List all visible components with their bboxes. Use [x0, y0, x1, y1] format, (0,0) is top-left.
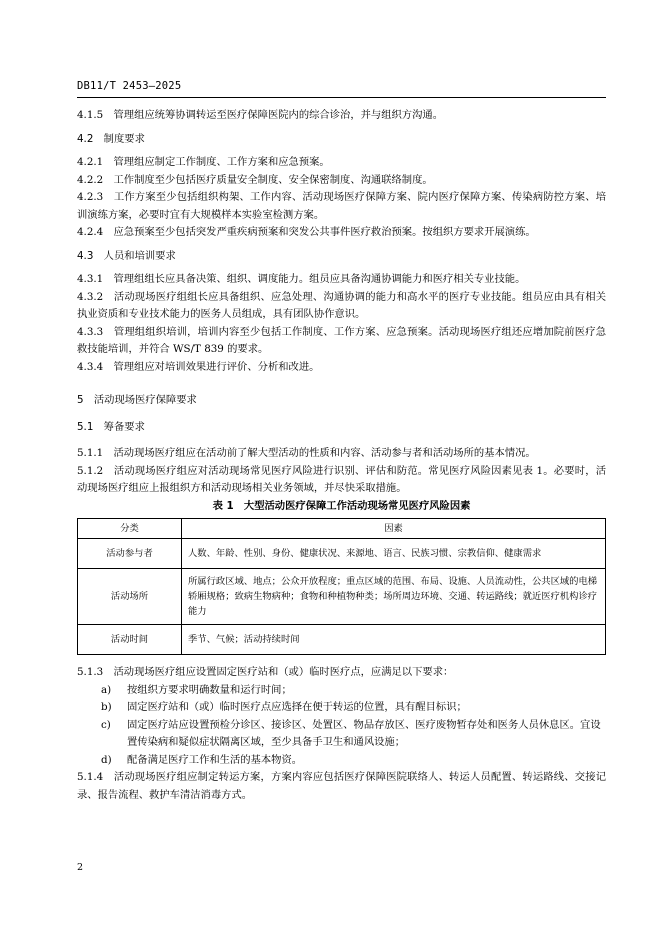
clause-4-2-2: 4.2.2 工作制度至少包括医疗质量安全制度、安全保密制度、沟通联络制度。 [77, 173, 433, 186]
table-header-category: 分类 [78, 519, 182, 539]
header-divider [77, 97, 606, 98]
table-header-row [78, 519, 606, 539]
clause-4-3-1: 4.3.1 管理组组长应具备决策、组织、调度能力。组员应具备沟通协调能力和医疗相关专业技能。 [77, 273, 526, 285]
document-body [77, 107, 606, 804]
page-number: 2 [77, 862, 84, 873]
chapter-heading-5: 5 活动现场医疗保障要求 [77, 394, 197, 406]
table-cell-factors: 季节、气候；活动持续时间 [182, 625, 606, 655]
list-item [101, 752, 606, 770]
list-item-text: 按组织方要求明确数量和运行时间； [127, 683, 292, 696]
list-item-text: 配备满足医疗工作和生活的基本物资。 [127, 753, 303, 766]
table-cell-factors: 所属行政区域、地点；公众开放程度；重点区域的范围、布局、设施、人员流动性，公共区域的电梯轿厢规格；致病生物病种；食物和种植物种类；场所周边环境、交通、转运路线；就近医疗机构诊疗能力 [182, 569, 606, 625]
clause-4-3-3: 4.3.3 管理组组织培训，培训内容至少包括工作制度、工作方案、应急预案。活动现场医疗组还应增加院前医疗急救技能培训，并符合 WS/T 839 的要求。 [77, 325, 606, 355]
table-header-factors: 因素 [182, 519, 606, 539]
list-item-text: 固定医疗站应设置预检分诊区、接诊区、处置区、物品存放区、医疗废物暂存处和医务人员休息区。宜设置传染病和疑似症状隔离区域，至少具备手卫生和通风设施； [127, 718, 601, 748]
clause-5-1-4: 5.1.4 活动现场医疗组应制定转运方案，方案内容应包括医疗保障医院联络人、转运人员配置、转运路线、交接记录、报告流程、救护车清洁消毒方式。 [77, 771, 606, 801]
clause-4-2-4: 4.2.4 应急预案至少包括突发严重疾病预案和突发公共事件医疗救治预案。按组织方要求开展演练。 [77, 226, 536, 238]
table-row [78, 625, 606, 655]
requirement-list [77, 682, 606, 770]
table-title: 表 1 大型活动医疗保障工作活动现场常见医疗风险因素 [212, 499, 471, 512]
list-item [101, 717, 606, 752]
section-heading-4-2: 4.2 制度要求 [77, 132, 145, 145]
clause-4-2-3: 4.2.3 工作方案至少包括组织构架、工作内容、活动现场医疗保障方案、院内医疗保障方案、传染病防控方案、培训演练方案，必要时宜有大规模样本实验室检测方案。 [77, 191, 606, 221]
clause-5-1-2: 5.1.2 活动现场医疗组应对活动现场常见医疗风险进行识别、评估和防范。常见医疗风险因素见表 1。必要时，活动现场医疗组应上报组织方和活动现场相关业务领域，并尽快采取措施。 [77, 464, 606, 494]
standard-code: DB11/T 2453—2025 [77, 80, 182, 92]
table-cell-category: 活动参与者 [78, 539, 182, 569]
risk-factor-table [77, 518, 606, 655]
section-heading-4-3: 4.3 人员和培训要求 [77, 249, 176, 262]
table-cell-category: 活动时间 [78, 625, 182, 655]
table-row [78, 569, 606, 625]
clause-4-1-5: 4.1.5 管理组应统筹协调转运至医疗保障医院内的综合诊治，并与组织方沟通。 [77, 109, 443, 121]
clause-4-2-1: 4.2.1 管理组应制定工作制度、工作方案和应急预案。 [77, 156, 330, 168]
list-item-label: a) [101, 683, 112, 696]
list-item [101, 699, 606, 717]
table-row [78, 539, 606, 569]
section-heading-5-1: 5.1 筹备要求 [77, 420, 145, 433]
table-cell-category: 活动场所 [78, 569, 182, 625]
list-item-text: 固定医疗站和（或）临时医疗点应选择在便于转运的位置，具有醒目标识； [127, 701, 467, 713]
list-item-label: d) [101, 753, 112, 766]
clause-5-1-3: 5.1.3 活动现场医疗组应设置固定医疗站和（或）临时医疗点，应满足以下要求： [77, 666, 454, 678]
clause-5-1-1: 5.1.1 活动现场医疗组应在活动前了解大型活动的性质和内容、活动参与者和活动场所的基本情况。 [77, 447, 536, 459]
table-cell-factors: 人数、年龄、性别、身份、健康状况、来源地、语言、民族习惯、宗教信仰、健康需求 [182, 539, 606, 569]
list-item-label: c) [101, 718, 111, 731]
clause-4-3-2: 4.3.2 活动现场医疗组组长应具备组织、应急处理、沟通协调的能力和高水平的医疗专业技能。组员应由具有相关执业资质和专业技术能力的医务人员组成，具有团队协作意识。 [77, 290, 606, 320]
clause-4-3-4: 4.3.4 管理组应对培训效果进行评价、分析和改进。 [77, 360, 320, 373]
list-item-label: b) [101, 701, 112, 713]
list-item [101, 682, 606, 700]
